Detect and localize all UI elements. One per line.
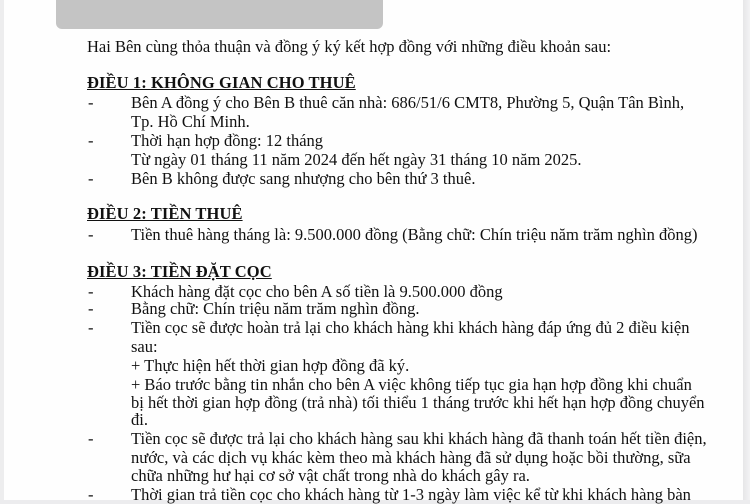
section-2-heading: ĐIỀU 2: TIỀN THUÊ bbox=[87, 204, 243, 223]
section-2-line: Tiền thuê hàng tháng là: 9.500.000 đồng (Bằng chữ: Chín triệu năm trăm nghìn đồng) bbox=[131, 225, 698, 244]
section-1-line: Từ ngày 01 tháng 11 năm 2024 đến hết ngày 31 tháng 10 năm 2025. bbox=[131, 150, 582, 169]
section-3-line: đi. bbox=[131, 410, 148, 429]
bullet-dash: - bbox=[88, 93, 94, 112]
bullet-dash: - bbox=[88, 485, 94, 504]
section-1-line: Thời hạn hợp đồng: 12 tháng bbox=[131, 131, 324, 150]
section-3-line: Khách hàng đặt cọc cho bên A số tiền là 9.500.000 đồng bbox=[131, 282, 503, 301]
section-3-line: chữa những hư hại cơ sở vật chất trong nhà do khách gây ra. bbox=[131, 466, 530, 485]
section-3-heading: ĐIỀU 3: TIỀN ĐẶT CỌC bbox=[87, 262, 272, 281]
section-1-line: Bên B không được sang nhượng cho bên thứ 3 thuê. bbox=[131, 169, 476, 188]
section-1-heading: ĐIỀU 1: KHÔNG GIAN CHO THUÊ bbox=[87, 73, 356, 92]
section-3-line: Thời gian trả tiền cọc cho khách hàng từ 1-3 ngày làm việc kể từ khi khách hàng bàn bbox=[131, 485, 691, 504]
section-1-line: Bên A đồng ý cho Bên B thuê căn nhà: 686/51/6 CMT8, Phường 5, Quận Tân Bình, bbox=[131, 93, 685, 112]
section-3-line: sau: bbox=[131, 337, 158, 356]
bullet-dash: - bbox=[88, 282, 94, 301]
section-3-line: Tiền cọc sẽ được hoàn trả lại cho khách hàng khi khách hàng đáp ứng đủ 2 điều kiện bbox=[131, 318, 690, 337]
section-3-line: + Thực hiện hết thời gian hợp đồng đã ký. bbox=[131, 356, 410, 375]
bullet-dash: - bbox=[88, 169, 94, 188]
bullet-dash: - bbox=[88, 225, 94, 244]
redacted-block bbox=[56, 0, 383, 29]
section-3-line: Bằng chữ: Chín triệu năm trăm nghìn đồng. bbox=[131, 299, 420, 318]
bullet-dash: - bbox=[88, 429, 94, 448]
section-3-line: + Báo trước bằng tin nhắn cho bên A việc không tiếp tục gia hạn hợp đồng khi chuẩn bbox=[131, 375, 692, 394]
section-3-line: Tiền cọc sẽ được trả lại cho khách hàng sau khi khách hàng đã thanh toán hết tiền điện, bbox=[131, 429, 707, 448]
section-3-line: nước, và các dịch vụ khác kèm theo mà khách hàng đã sử dụng hoặc bồi thường, sữa bbox=[131, 448, 691, 467]
page-right-edge bbox=[743, 0, 750, 500]
intro-text: Hai Bên cùng thỏa thuận và đồng ý ký kết hợp đồng với những điều khoản sau: bbox=[87, 37, 612, 56]
bullet-dash: - bbox=[88, 131, 94, 150]
section-1-line: Tp. Hồ Chí Minh. bbox=[131, 112, 250, 131]
bullet-dash: - bbox=[88, 299, 94, 318]
bullet-dash: - bbox=[88, 318, 94, 337]
section-3-line: bị hết thời gian hợp đồng (trả nhà) tối thiểu 1 tháng trước khi hết hạn hợp đồng chuyển bbox=[131, 393, 705, 412]
